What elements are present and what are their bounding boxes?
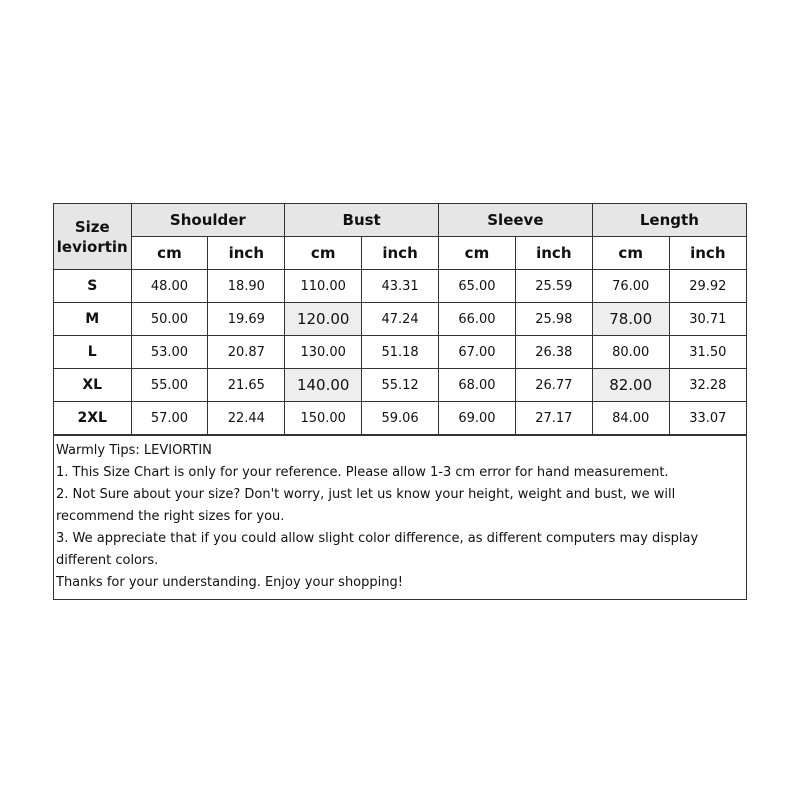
- table-cell: 21.65: [208, 369, 285, 402]
- size-table: [54, 204, 746, 435]
- table-cell: 20.87: [208, 336, 285, 369]
- unit-header-row: [54, 237, 746, 270]
- size-column-header: [54, 204, 131, 270]
- unit-header: cm: [592, 237, 669, 270]
- table-cell: 120.00: [285, 303, 362, 336]
- table-row: [54, 402, 746, 435]
- table-cell: 27.17: [515, 402, 592, 435]
- table-cell: 150.00: [285, 402, 362, 435]
- table-cell: 78.00: [592, 303, 669, 336]
- table-cell: 50.00: [131, 303, 208, 336]
- table-cell: 31.50: [669, 336, 746, 369]
- table-cell: 47.24: [362, 303, 439, 336]
- unit-header: inch: [515, 237, 592, 270]
- table-cell: 59.06: [362, 402, 439, 435]
- group-header-shoulder: Shoulder: [131, 204, 285, 237]
- table-cell: 53.00: [131, 336, 208, 369]
- table-cell: 69.00: [439, 402, 516, 435]
- group-header-sleeve: Sleeve: [439, 204, 593, 237]
- size-cell: M: [54, 303, 131, 336]
- group-header-length: Length: [592, 204, 746, 237]
- brand-header-label: leviortin: [56, 237, 128, 256]
- table-cell: 140.00: [285, 369, 362, 402]
- unit-header: cm: [439, 237, 516, 270]
- unit-header: cm: [285, 237, 362, 270]
- table-cell: 57.00: [131, 402, 208, 435]
- table-cell: 25.98: [515, 303, 592, 336]
- table-cell: 29.92: [669, 270, 746, 303]
- table-cell: 68.00: [439, 369, 516, 402]
- table-cell: 76.00: [592, 270, 669, 303]
- group-header-row: [54, 204, 746, 237]
- table-cell: 43.31: [362, 270, 439, 303]
- table-cell: 66.00: [439, 303, 516, 336]
- table-cell: 25.59: [515, 270, 592, 303]
- table-cell: 48.00: [131, 270, 208, 303]
- table-cell: 32.28: [669, 369, 746, 402]
- table-cell: 82.00: [592, 369, 669, 402]
- size-cell: 2XL: [54, 402, 131, 435]
- unit-header: inch: [208, 237, 285, 270]
- table-cell: 67.00: [439, 336, 516, 369]
- table-cell: 51.18: [362, 336, 439, 369]
- table-cell: 26.38: [515, 336, 592, 369]
- tips-title: Warmly Tips: LEVIORTIN: [56, 443, 212, 458]
- size-chart: [53, 203, 747, 600]
- table-row: [54, 369, 746, 402]
- tips-section: [54, 435, 746, 599]
- table-cell: 84.00: [592, 402, 669, 435]
- size-cell: L: [54, 336, 131, 369]
- tips-closing: Thanks for your understanding. Enjoy your shopping!: [56, 575, 403, 590]
- table-cell: 130.00: [285, 336, 362, 369]
- table-row: [54, 336, 746, 369]
- table-row: [54, 303, 746, 336]
- unit-header: inch: [362, 237, 439, 270]
- table-cell: 55.12: [362, 369, 439, 402]
- tip-1: 1. This Size Chart is only for your reference. Please allow 1-3 cm error for hand measurement.: [56, 465, 669, 480]
- tip-3-line-1: 3. We appreciate that if you could allow slight color difference, as different computers may display: [56, 531, 699, 546]
- size-cell: XL: [54, 369, 131, 402]
- group-header-bust: Bust: [285, 204, 439, 237]
- table-cell: 19.69: [208, 303, 285, 336]
- unit-header: cm: [131, 237, 208, 270]
- table-cell: 33.07: [669, 402, 746, 435]
- table-cell: 55.00: [131, 369, 208, 402]
- table-cell: 80.00: [592, 336, 669, 369]
- tip-3-line-2: different colors.: [56, 553, 159, 568]
- table-cell: 65.00: [439, 270, 516, 303]
- size-cell: S: [54, 270, 131, 303]
- table-cell: 22.44: [208, 402, 285, 435]
- table-cell: 26.77: [515, 369, 592, 402]
- tip-2-line-2: recommend the right sizes for you.: [56, 509, 285, 524]
- table-row: [54, 270, 746, 303]
- table-cell: 18.90: [208, 270, 285, 303]
- table-cell: 110.00: [285, 270, 362, 303]
- size-header-label: Size: [74, 217, 110, 236]
- unit-header: inch: [669, 237, 746, 270]
- table-cell: 30.71: [669, 303, 746, 336]
- tip-2-line-1: 2. Not Sure about your size? Don't worry, just let us know your height, weight and bust, we will: [56, 487, 676, 502]
